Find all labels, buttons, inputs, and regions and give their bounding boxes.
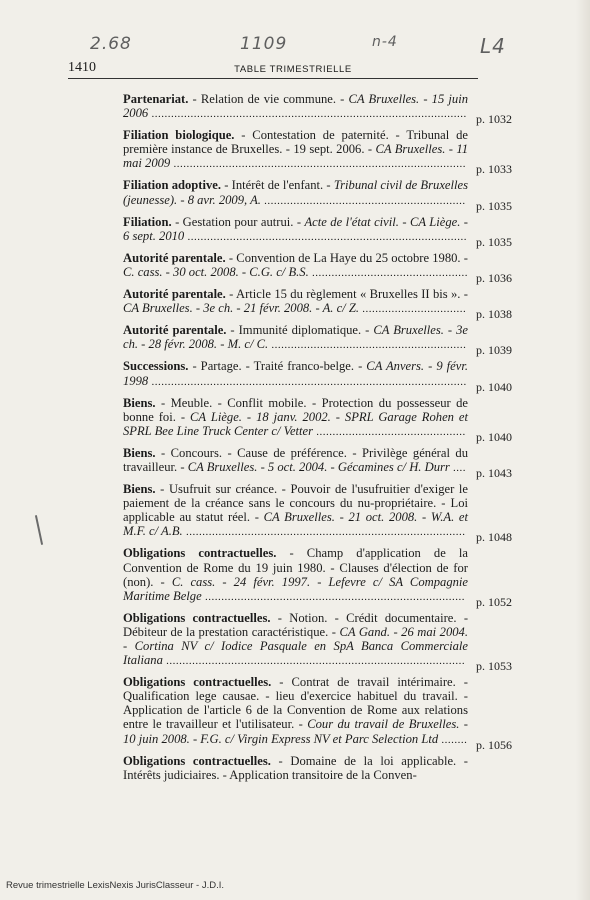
entry-source: CA Bruxelles. - 3e ch. - 21 févr. 2008. - A. c/ Z.	[123, 301, 359, 316]
table-entry	[123, 250, 512, 285]
entry-title: Obligations contractuelles.	[123, 546, 277, 561]
entry-source: C. cass. - 30 oct. 2008. - C.G. c/ B.S.	[123, 264, 309, 279]
table-entry	[123, 482, 512, 545]
leader-dots: ............................................................................................	[162, 655, 466, 668]
entry-page-ref: p. 1056	[476, 737, 512, 752]
margin-pencil-mark	[35, 515, 43, 545]
entry-body: - Meuble. - Conflit mobile. - Protection du possesseur de bonne foi. -	[123, 395, 468, 424]
table-entry	[123, 675, 512, 752]
entry-title: Successions.	[123, 359, 189, 374]
entry-page-ref: p. 1035	[476, 234, 512, 249]
entry-title: Autorité parentale.	[123, 250, 226, 265]
table-entry	[123, 128, 512, 177]
entry-body: - Champ d'application de la Convention de Rome du 19 juin 1980. - Clauses d'élection de for (non). -	[123, 546, 469, 589]
entry-title: Filiation.	[123, 214, 172, 229]
entry-page-ref: p. 1035	[476, 198, 512, 213]
entry-page-ref: p. 1043	[476, 465, 512, 480]
entry-title: Filiation adoptive.	[123, 178, 222, 193]
entry-title: Filiation biologique.	[123, 128, 235, 143]
entry-page-ref: p. 1053	[476, 659, 512, 674]
leader-dots: .................................................................................................	[148, 108, 467, 121]
table-entry	[123, 754, 468, 783]
entry-title: Biens.	[123, 482, 156, 497]
page-number: 1410	[68, 60, 96, 75]
entry-page-ref: p. 1038	[476, 307, 512, 322]
table-entry	[123, 214, 512, 249]
handwritten-note: n-4	[372, 34, 398, 50]
entry-source: CA Bruxelles. - 11 mai 2009	[123, 142, 469, 171]
table-entry	[123, 546, 512, 609]
entry-body: - Convention de La Haye du 25 octobre 1980. -	[225, 250, 468, 265]
leader-dots: ................................	[358, 303, 467, 316]
entry-body: - Article 15 du règlement « Bruxelles II bis ». -	[225, 287, 468, 302]
entry-title: Biens.	[123, 445, 156, 460]
entry-title: Autorité parentale.	[123, 287, 226, 302]
entry-page-ref: p. 1040	[476, 429, 512, 444]
table-entry	[123, 395, 512, 444]
entry-body: - Contestation de paternité. - Tribunal de première instance de Bruxelles. - 19 sept. 2006. -	[123, 128, 468, 157]
entry-source: CA Bruxelles. - 3e ch. - 28 févr. 2008. - M. c/ C.	[123, 323, 468, 352]
table-entry	[123, 92, 512, 127]
leader-dots: ......................................................................................	[182, 526, 466, 539]
leader-dots: ..............................................	[313, 425, 466, 438]
leader-dots: ......................................................................................	[184, 230, 467, 243]
entry-source: Cour du travail de Bruxelles. - 10 juin 2008. - F.G. c/ Virgin Express NV et Parc Selection Ltd	[123, 717, 468, 746]
entry-page-ref: p. 1036	[476, 270, 512, 285]
entry-body: - Usufruit sur créance. - Pouvoir de l'usufruitier d'exiger le paiement de la créance sans le concours du nu-propriétaire. - Loi applicable au statut réel. -	[123, 482, 468, 525]
entry-title: Partenariat.	[123, 92, 189, 106]
journal-footer: Revue trimestrielle LexisNexis JurisClasseur - J.D.I.	[6, 880, 225, 891]
entry-body: - Notion. - Crédit documentaire. - Débiteur de la prestation caractéristique. -	[123, 610, 469, 639]
entry-body: - Relation de vie commune. -	[188, 92, 349, 106]
entry-page-ref: p. 1052	[476, 594, 512, 609]
table-entries	[123, 92, 512, 790]
leader-dots: ................................................................................	[201, 590, 465, 603]
leader-dots: ..............................................................	[260, 194, 466, 207]
running-title: TABLE TRIMESTRIELLE	[234, 64, 352, 75]
handwritten-note: L4	[480, 34, 506, 58]
entry-source: Tribunal civil de Bruxelles (jeunesse). - 8 avr. 2009, A.	[123, 178, 468, 207]
entry-body: - Gestation pour autrui. -	[171, 214, 305, 229]
entry-body: - Contrat de travail intérimaire. - Qualification lege causae. - lieu d'exercice habituel du travail. - Application de l'article 6 de la Convention de Rome aux relations entre le travailleur et l'utilisateur. -	[123, 675, 468, 732]
table-entry	[123, 610, 512, 674]
entry-source: C. cass. - 24 févr. 1997. - Lefevre c/ SA Compagnie Maritime Belge	[123, 574, 468, 603]
entry-body: - Concours. - Cause de préférence. - Privilège général du travailleur. -	[123, 445, 468, 474]
entry-title: Obligations contractuelles.	[123, 610, 271, 625]
table-entry	[123, 445, 512, 480]
entry-source: CA Gand. - 26 mai 2004. - Cortina NV c/ Iodice Pasquale en SpA Banca Commerciale Italiana	[123, 624, 468, 668]
entry-page-ref: p. 1040	[476, 379, 512, 394]
entry-title: Obligations contractuelles.	[123, 675, 272, 690]
entry-title: Biens.	[123, 395, 156, 410]
entry-body: - Partage. - Traité franco-belge. -	[188, 359, 367, 374]
leader-dots: ................................................	[308, 266, 468, 279]
handwritten-note: 1109	[240, 34, 288, 54]
page-edge-shadow	[576, 0, 590, 900]
entry-source: CA Bruxelles. - 5 oct. 2004. - Gécamines c/ H. Durr	[187, 459, 450, 474]
entry-source: CA Bruxelles. - 15 juin 2006	[123, 92, 468, 121]
handwritten-note: 2.68	[90, 34, 132, 54]
leader-dots: .................................................................................................	[148, 375, 467, 388]
entry-source: CA Anvers. - 9 févr. 1998	[123, 359, 468, 388]
entry-source: CA Liège. - 18 janv. 2002. - SPRL Garage Rohen et SPRL Bee Line Truck Center c/ Vetter	[123, 409, 468, 438]
entry-page-ref: p. 1039	[476, 343, 512, 358]
entry-body: - Domaine de la loi applicable. - Intérêts judiciaires. - Application transitoire de la Conven-	[123, 753, 468, 782]
leader-dots: ..........................................................................................	[170, 158, 466, 171]
table-entry	[123, 359, 512, 394]
table-entry	[123, 178, 512, 213]
page-header	[68, 58, 478, 79]
entry-page-ref: p. 1033	[476, 162, 512, 177]
entry-title: Obligations contractuelles.	[123, 753, 271, 768]
entry-source: Acte de l'état civil. - CA Liège. - 6 sept. 2010	[123, 214, 468, 243]
entry-title: Autorité parentale.	[123, 323, 227, 338]
entry-body: - Intérêt de l'enfant. -	[221, 178, 334, 193]
leader-dots: ....	[449, 461, 467, 474]
table-entry	[123, 323, 512, 358]
entry-body: - Immunité diplomatique. -	[226, 323, 374, 338]
table-entry	[123, 287, 512, 322]
entry-page-ref: p. 1032	[476, 112, 512, 127]
leader-dots: ........	[438, 733, 468, 746]
leader-dots: ............................................................	[268, 339, 467, 352]
entry-page-ref: p. 1048	[476, 530, 512, 545]
entry-source: CA Bruxelles. - 21 oct. 2008. - W.A. et M.F. c/ A.B.	[123, 510, 468, 539]
